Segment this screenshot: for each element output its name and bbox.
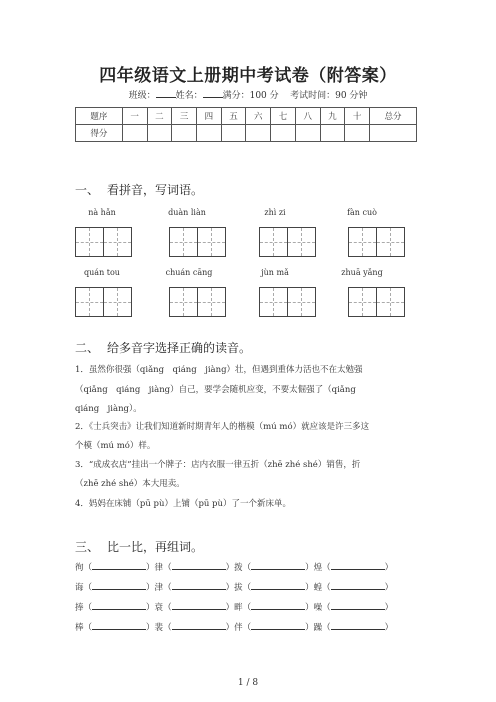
section-2-number: 二、 [75,341,100,355]
compare-char: 拨 [234,563,243,573]
writing-grid[interactable] [169,227,226,257]
name-label: 姓名： [175,91,203,101]
score-header-cell: 十 [345,108,370,125]
question-line: 3．“成成衣店”挂出一个牌子：店内衣服一律五折（zhē zhé shé）销售，折 [75,460,361,470]
pinyin-label: fàn cuò [347,208,377,217]
compare-row: 捧（ ）衰（ ）畔（ ）噪（ ） [75,603,394,613]
pinyin-label: chuán cāng [165,268,213,277]
score-header-cell: 二 [147,108,172,125]
score-header-cell: 九 [320,108,345,125]
compare-char: 徇 [75,563,84,573]
score-cell[interactable] [196,125,221,142]
word-blank[interactable] [172,561,226,570]
pinyin-label: quán tou [84,268,120,277]
section-1-number: 一、 [75,183,100,197]
score-cell[interactable] [345,125,370,142]
score-cell[interactable] [147,125,172,142]
compare-char: 噪 [313,603,323,613]
score-header-cell: 总分 [370,108,417,125]
score-cell[interactable] [295,125,320,142]
question-line: 1．虽然你很强（qiǎng qiáng jiàng）壮，但遇到重体力活也不在太勉强 [75,365,363,375]
score-row-label: 得分 [76,125,123,142]
score-table [75,107,417,142]
word-blank[interactable] [251,621,305,630]
section-1-heading [75,181,203,198]
pinyin-label: zhì zi [264,208,286,217]
word-blank[interactable] [172,621,226,630]
compare-row: 诲（ ）津（ ）拔（ ）蝗（ ） [75,583,394,593]
compare-row: 棒（ ）裴（ ）伴（ ）躁（ ） [75,623,394,633]
word-blank[interactable] [92,581,146,590]
compare-char: 棒 [75,623,84,633]
writing-grid[interactable] [259,227,316,257]
compare-char: 津 [154,583,164,593]
score-header-cell: 四 [196,108,221,125]
score-cell[interactable] [246,125,271,142]
score-header-cell: 六 [246,108,271,125]
compare-char: 律 [154,563,164,573]
word-blank[interactable] [92,601,146,610]
section-3-heading [75,538,203,555]
section-3-title: 比一比，再组词。 [107,540,204,554]
pinyin-label: jùn mǎ [261,268,289,277]
section-2-title: 给多音字选择正确的读音。 [107,341,252,355]
score-cell[interactable] [221,125,246,142]
word-blank[interactable] [251,561,305,570]
compare-char: 伴 [234,623,243,633]
page-number: 1 / 8 [237,678,259,688]
section-1-title: 看拼音，写词语。 [107,183,204,197]
score-cell[interactable] [271,125,296,142]
question-line: 4．妈妈在床铺（pū pù）上铺（pū pù）了一个新床单。 [75,499,291,509]
question-line: 个模（mú mó）样。 [75,441,156,451]
compare-char: 裴 [154,623,164,633]
page-title: 四年级语文上册期中考试卷（附答案） [99,66,397,86]
score-header-cell: 七 [271,108,296,125]
score-header-cell: 八 [295,108,320,125]
question-line: 2．《士兵突击》让我们知道新时期青年人的楷模（mú mó）就应该是许三多这 [75,422,370,432]
word-blank[interactable] [172,581,226,590]
score-label: 满分：100 分 [222,91,279,101]
compare-char: 蝗 [313,583,323,593]
word-blank[interactable] [251,601,305,610]
question-line: qiáng jiàng）。 [75,404,142,414]
pinyin-label: duàn liàn [168,208,206,217]
score-cell[interactable] [320,125,345,142]
score-header-cell: 三 [172,108,197,125]
compare-char: 诲 [75,583,84,593]
compare-char: 煌 [313,563,323,573]
class-label: 班级： [128,91,156,101]
writing-grid[interactable] [169,287,226,317]
score-header-row [76,108,417,125]
word-blank[interactable] [331,581,385,590]
score-cell[interactable] [370,125,417,142]
section-2-heading [75,339,251,356]
compare-char: 躁 [313,623,323,633]
word-blank[interactable] [331,621,385,630]
score-cell[interactable] [172,125,197,142]
word-blank[interactable] [331,601,385,610]
question-line: （zhē zhé shé）本大甩卖。 [75,479,185,489]
writing-grid[interactable] [348,227,405,257]
compare-char: 衰 [154,603,164,613]
question-line: （qiǎng qiáng jiàng）自己，要学会随机应变，不要太倔强了（qiǎng [75,385,356,395]
compare-char: 拔 [234,583,243,593]
compare-char: 畔 [234,603,243,613]
score-header-cell: 题序 [76,108,123,125]
word-blank[interactable] [331,561,385,570]
class-blank[interactable] [156,89,176,98]
score-value-row [76,125,417,142]
score-header-cell: 一 [122,108,147,125]
writing-grid[interactable] [259,287,316,317]
pinyin-label: nà hǎn [88,208,116,217]
time-label: 考试时间：90 分钟 [290,91,368,101]
word-blank[interactable] [92,621,146,630]
score-cell[interactable] [122,125,147,142]
compare-row: 徇（ ）律（ ）拨（ ）煌（ ） [75,563,394,573]
writing-grid[interactable] [348,287,405,317]
writing-grid[interactable] [75,287,132,317]
section-3-number: 三、 [75,540,100,554]
name-blank[interactable] [203,89,223,98]
compare-char: 捧 [75,603,84,613]
writing-grid[interactable] [75,227,132,257]
word-blank[interactable] [251,581,305,590]
word-blank[interactable] [172,601,226,610]
pinyin-label: zhuā yǎng [341,268,383,277]
score-header-cell: 五 [221,108,246,125]
word-blank[interactable] [92,561,146,570]
exam-info-line [0,88,496,101]
